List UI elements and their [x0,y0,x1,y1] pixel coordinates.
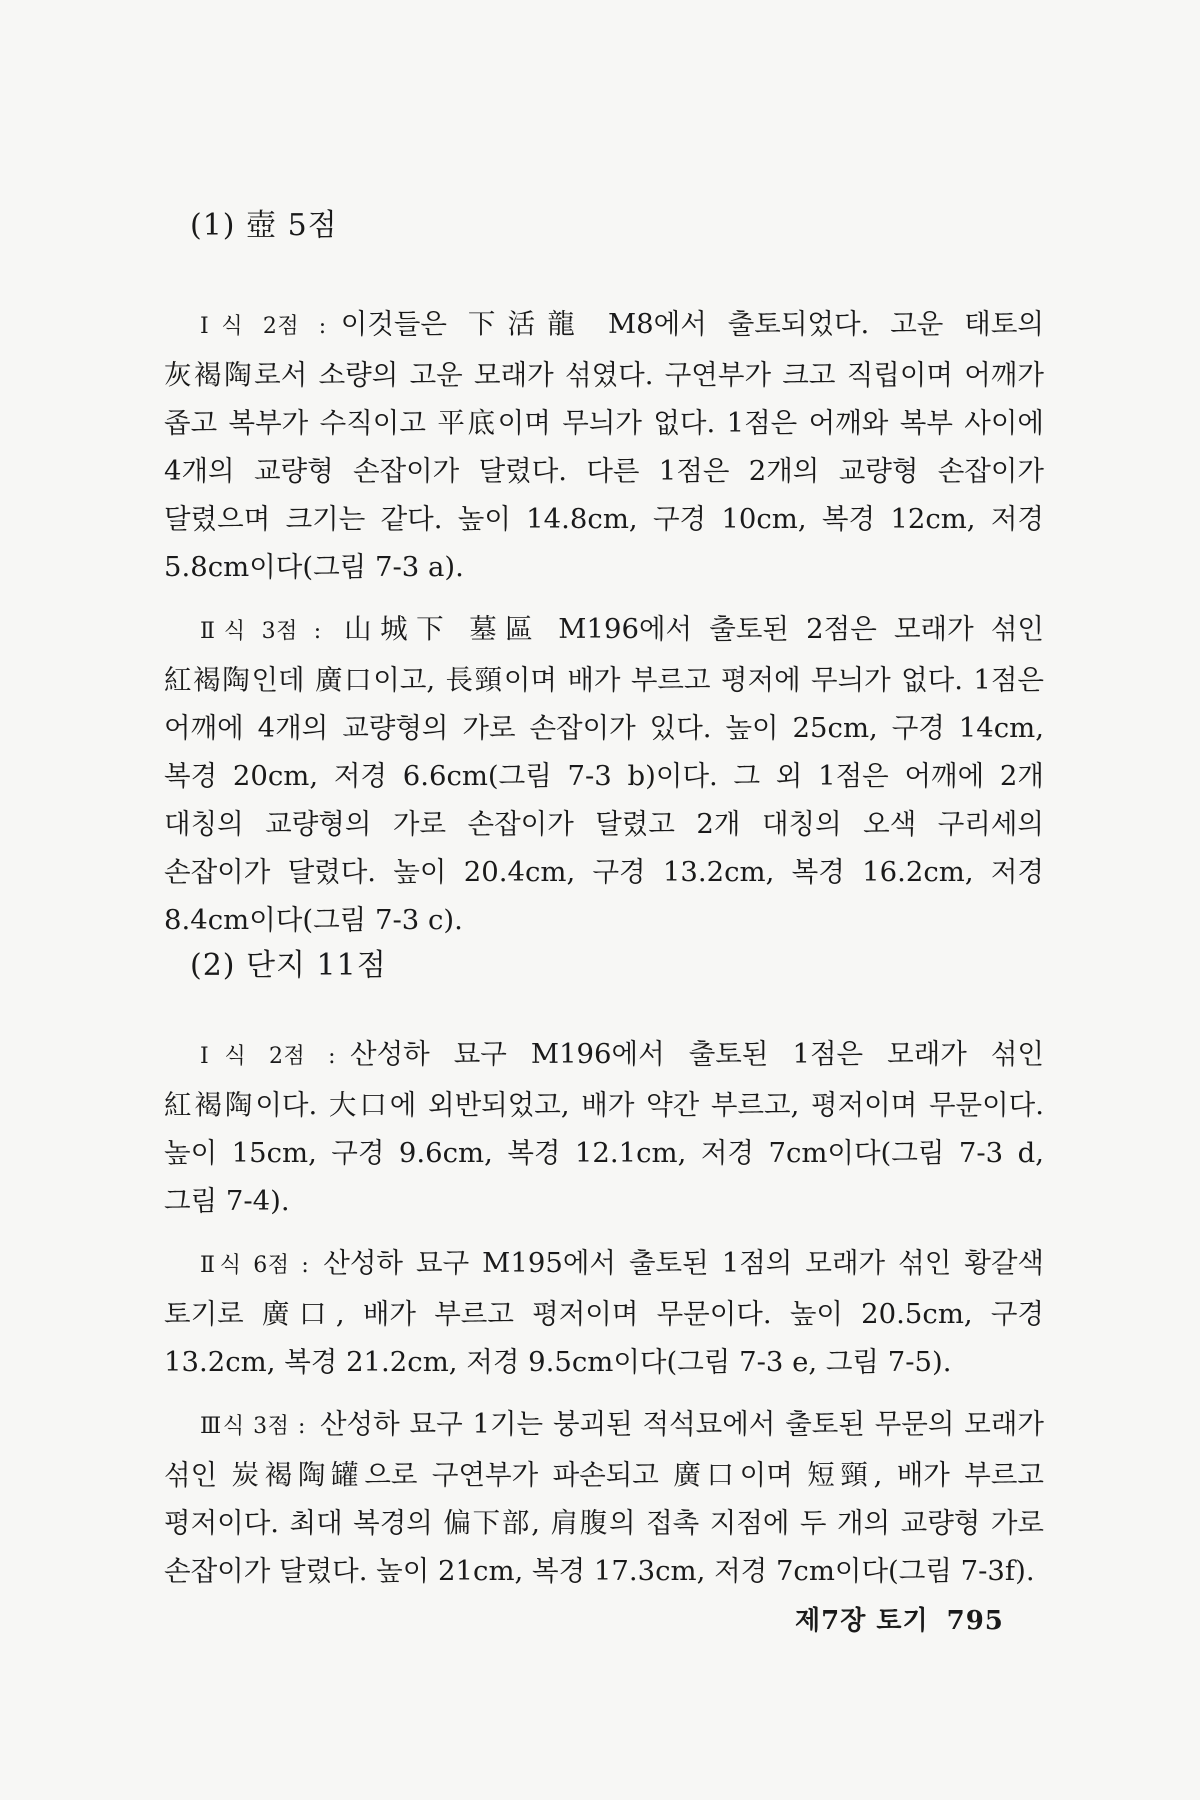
paragraph-type-3 [164,1400,1044,1595]
paragraph-text: 산성하 묘구 1기는 붕괴된 적석묘에서 출토된 무문의 모래가 섞인 炭褐陶罐으로 구연부가 파손되고 廣口이며 短頸, 배가 부르고 평저이다. 최대 복경의 偏下部, 肩腹의 접촉 지점에 두 개의 교량형 가로 손잡이가 달렸다. 높이 21cm, 복경 17.3cm, 저경 7cm이다(그림 7-3f). [164,1408,1044,1587]
type-label: Ⅰ식 2점 : [200,314,327,339]
type-label: Ⅱ식 3점 : [200,619,322,644]
page-number: 795 [946,1606,1004,1636]
paragraph-text: 이것들은 下活龍 M8에서 출토되었다. 고운 태토의 灰褐陶로서 소량의 고운 모래가 섞였다. 구연부가 크고 직립이며 어깨가 좁고 복부가 수직이고 平底이며 무늬가 없다. 1점은 어깨와 복부 사이에 4개의 교량형 손잡이가 달렸다. 다른 1점은 2개의 교량형 손잡이가 달렸으며 크기는 같다. 높이 14.8cm, 구경 10cm, 복경 12cm, 저경 5.8cm이다(그림 7-3 a). [164,308,1044,583]
page-footer [795,1600,1004,1637]
paragraph-text: 산성하 묘구 M195에서 출토된 1점의 모래가 섞인 황갈색 토기로 廣口, 배가 부르고 평저이며 무문이다. 높이 20.5cm, 구경 13.2cm, 복경 21.2cm, 저경 9.5cm이다(그림 7-3 e, 그림 7-5). [164,1247,1044,1378]
type-label: Ⅲ식 3점 : [200,1414,306,1439]
paragraph-text: 山城下 墓區 M196에서 출토된 2점은 모래가 섞인 紅褐陶인데 廣口이고, 長頸이며 배가 부르고 평저에 무늬가 없다. 1점은 어깨에 4개의 교량형의 가로 손잡이가 있다. 높이 25cm, 구경 14cm, 복경 20cm, 저경 6.6cm(그림 7-3 b)이다. 그 외 1점은 어깨에 2개 대칭의 교량형의 가로 손잡이가 달렸고 2개 대칭의 오색 구리세의 손잡이가 달렸다. 높이 20.4cm, 구경 13.2cm, 복경 16.2cm, 저경 8.4cm이다(그림 7-3 c). [164,613,1045,936]
type-label: Ⅱ식 6점 : [200,1253,310,1278]
section-body-pots [164,300,1044,944]
paragraph-type-1 [164,300,1044,591]
paragraph-type-2 [164,1239,1044,1386]
paragraph-type-1 [164,1030,1044,1225]
paragraph-type-2 [164,605,1044,944]
chapter-title: 제7장 토기 [795,1606,929,1636]
type-label: Ⅰ식 2점 : [200,1044,336,1069]
section-heading-pots: (1) 壺 5점 [190,208,338,243]
section-heading-jars: (2) 단지 11점 [190,948,387,983]
section-body-jars [164,1030,1044,1595]
paragraph-text: 산성하 묘구 M196에서 출토된 1점은 모래가 섞인 紅褐陶이다. 大口에 외반되었고, 배가 약간 부르고, 평저이며 무문이다. 높이 15cm, 구경 9.6cm, 복경 12.1cm, 저경 7cm이다(그림 7-3 d, 그림 7-4). [164,1038,1044,1217]
